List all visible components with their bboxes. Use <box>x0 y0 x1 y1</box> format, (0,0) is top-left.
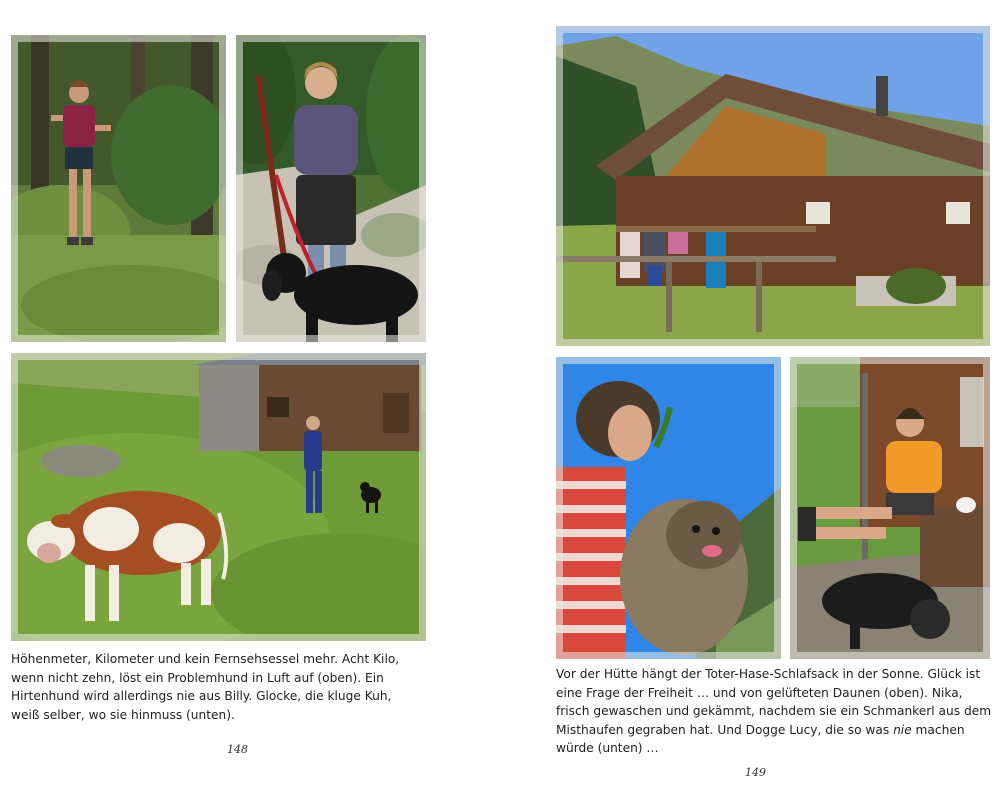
woman-on-terrace-with-dog-photo <box>790 357 990 659</box>
woman-with-black-dog-photo <box>236 35 426 342</box>
page-number-left: 148 <box>227 743 248 756</box>
cow-meadow-barn-photo <box>11 353 426 641</box>
alpine-hut-laundry-photo <box>556 26 990 346</box>
woman-with-shaggy-dog-photo <box>556 357 781 659</box>
right-caption-emphasis: nie <box>893 722 912 737</box>
page-number-right: 149 <box>745 766 766 779</box>
right-page <box>500 0 1000 800</box>
right-caption-text-end: machen würde (unten) … <box>556 722 965 755</box>
right-caption-text-start: Vor der Hütte hängt der Toter-Hase-Schlafsack in der Sonne. Glück ist eine Frage der Freiheit … und von gelüfteten Daunen (oben). Nika, frisch gewaschen und gekämmt, nachdem sie ein Schmankerl aus dem Misthaufen gegraben hat. Und Dogge Lucy, die so was <box>556 667 992 737</box>
left-caption: Höhenmeter, Kilometer und kein Fernsehsessel mehr. Acht Kilo, wenn nicht zehn, löst ein Problemhund in Luft auf (oben). Ein Hirtenhund wird allerdings nie aus Billy. Glocke, die kluge Kuh, weiß selber, wo sie hinmuss (unten). <box>11 652 400 722</box>
right-caption <box>556 665 992 758</box>
woman-hiking-forest-photo <box>11 35 226 342</box>
